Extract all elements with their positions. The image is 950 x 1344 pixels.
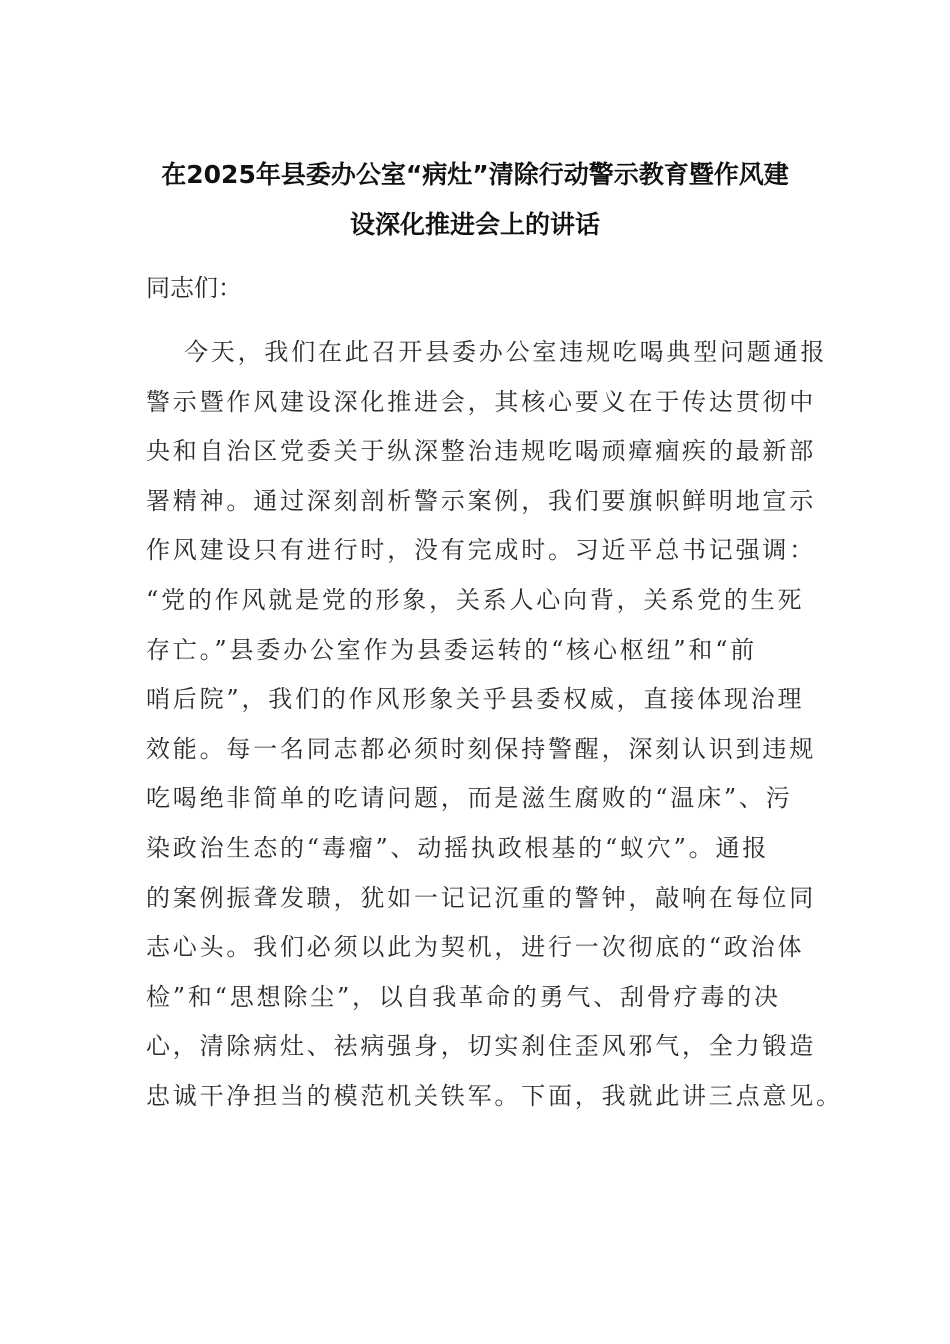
paragraph-line: 心，清除病灶、祛病强身，切实刹住歪风邪气，全力锻造	[146, 1032, 816, 1061]
paragraph-line: 的案例振聋发聩，犹如一记记沉重的警钟，敲响在每位同	[146, 883, 816, 912]
paragraph-line: 央和自治区党委关于纵深整治违规吃喝顽瘴痼疾的最新部	[146, 437, 816, 466]
paragraph-line: 存亡。”县委办公室作为县委运转的“核心枢纽”和“前	[146, 635, 758, 664]
paragraph-line: “党的作风就是党的形象，关系人心向背，关系党的生死	[146, 585, 805, 614]
paragraph-line: 吃喝绝非简单的吃请问题，而是滋生腐败的“温床”、污	[146, 784, 793, 813]
paragraph-line: 检”和“思想除尘”，以自我革命的勇气、刮骨疗毒的决	[146, 982, 781, 1011]
title-line: 在2025年县委办公室“病灶”清除行动警示教育暨作风建	[161, 160, 789, 189]
paragraph-line: 忠诚干净担当的模范机关铁军。下面，我就此讲三点意见。	[146, 1081, 843, 1110]
paragraph-line: 警示暨作风建设深化推进会，其核心要义在于传达贯彻中	[146, 387, 816, 416]
salutation: 同志们：	[146, 274, 242, 302]
paragraph-line: 哨后院”，我们的作风形象关乎县委权威，直接体现治理	[146, 685, 805, 714]
paragraph-line: 染政治生态的“毒瘤”、动摇执政根基的“蚁穴”。通报	[146, 833, 770, 862]
paragraph-line: 署精神。通过深刻剖析警示案例，我们要旗帜鲜明地宣示	[146, 486, 816, 515]
paragraph-line: 今天，我们在此召开县委办公室违规吃喝典型问题通报	[184, 338, 828, 366]
paragraph-line: 志心头。我们必须以此为契机，进行一次彻底的“政治体	[146, 933, 805, 962]
paragraph-line: 作风建设只有进行时，没有完成时。习近平总书记强调：	[146, 536, 816, 565]
document-title	[120, 150, 830, 250]
title-line: 设深化推进会上的讲话	[349, 210, 600, 239]
paragraph-line: 效能。每一名同志都必须时刻保持警醒，深刻认识到违规	[146, 734, 816, 763]
body-paragraph	[146, 328, 843, 1122]
